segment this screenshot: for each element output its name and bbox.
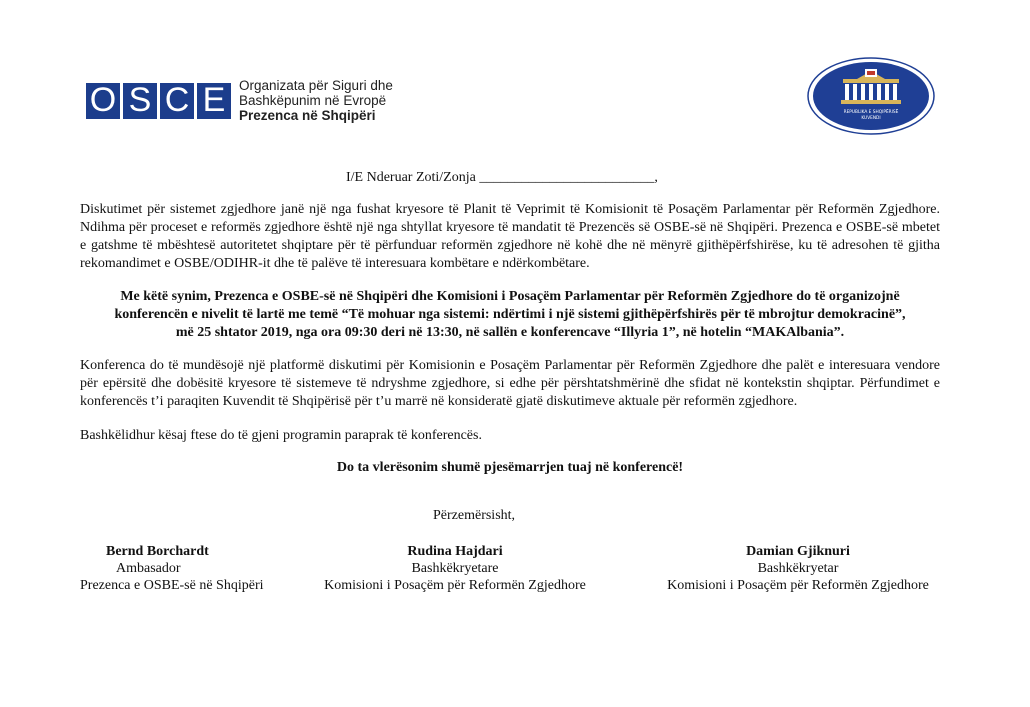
closing: Përzemërsisht, bbox=[433, 508, 516, 523]
signature-name: Bernd Borchardt bbox=[106, 544, 209, 559]
signature-org: Prezenca e OSBE-së në Shqipëri bbox=[80, 578, 264, 593]
osce-letter-e: E bbox=[197, 83, 231, 119]
osce-line-3: Prezenca në Shqipëri bbox=[239, 108, 376, 123]
seal-text-2: KUVENDI bbox=[861, 116, 881, 121]
signature-role: Bashkëkryetar bbox=[757, 561, 839, 576]
osce-line-2: Bashkëpunim në Evropë bbox=[239, 93, 387, 108]
paragraph-attachment: Bashkëlidhur kësaj ftese do të gjeni programin paraprak të konferencës. bbox=[80, 428, 482, 443]
signature-block bbox=[80, 543, 264, 594]
signature-org: Komisioni i Posaçëm për Reformën Zgjedhore bbox=[324, 578, 586, 593]
osce-letter-c: C bbox=[160, 83, 194, 119]
osce-letter-s: S bbox=[123, 83, 157, 119]
paragraph-announcement bbox=[80, 288, 940, 342]
salutation: I/E Nderuar Zoti/Zonja _________________________, bbox=[346, 170, 658, 185]
seal-text-1: REPUBLIKA E SHQIPËRISË bbox=[843, 110, 899, 115]
signature-org: Komisioni i Posaçëm për Reformën Zgjedhore bbox=[667, 578, 929, 593]
osce-letter-o: O bbox=[86, 83, 120, 119]
signature-role: Ambasador bbox=[116, 561, 181, 576]
signature-role: Bashkëkryetare bbox=[411, 561, 499, 576]
parliament-seal-icon bbox=[807, 57, 935, 135]
signature-block bbox=[659, 543, 937, 594]
osce-logo-text bbox=[239, 78, 393, 123]
announcement-line-2: konferencën e nivelit të lartë me temë “Të mohuar nga sistemi: ndërtimi i një sistemi gjithëpërfshirës për të mbrojtur demokracinë”, bbox=[114, 307, 906, 322]
osce-logo bbox=[86, 78, 393, 123]
paragraph-appreciation: Do ta vlerësonim shumë pjesëmarrjen tuaj në konferencë! bbox=[336, 460, 684, 475]
signature-block bbox=[316, 543, 594, 594]
paragraph-platform: Konferenca do të mundësojë një platformë diskutimi për Komisionin e Posaçëm Parlamentar për Reformën Zgjedhore dhe palët e interesuara vendore për epërsitë dhe dobësitë kryesore të sistemeve të ndryshme zgjedhore, si edhe për përshtatshmërinë dhe sfidat në kontekstin shqiptar. Përfundimet e konferencës t’i paraqiten Kuvendit të Shqipërisë për t’u marrë në konsideratë gjatë diskutimeve aktuale për reformën zgjedhore. bbox=[80, 358, 940, 409]
signature-name: Rudina Hajdari bbox=[407, 544, 503, 559]
announcement-line-1: Me këtë synim, Prezenca e OSBE-së në Shqipëri dhe Komisioni i Posaçëm Parlamentar për Reformën Zgjedhore do të organizojnë bbox=[120, 289, 900, 304]
paragraph-intro: Diskutimet për sistemet zgjedhore janë një nga fushat kryesore të Planit të Veprimit të Komisionit të Posaçëm Parlamentar për Reformën Zgjedhore. Ndihma për proceset e reformës zgjedhore është një nga shtyllat kryesore të mandatit të Prezencës së OSBE-së në Shqipëri. Prezenca e OSBE-së mbetet e gatshme të mbështesë autoritetet shqiptare për të përfunduar reformën zgjedhore në kohë dhe në mënyrë gjithëpërfshirëse, ku të adresohen të gjitha rekomandimet e OSBE/ODIHR-it dhe të palëve të interesuara kombëtare e ndërkombëtare. bbox=[80, 202, 940, 271]
signature-name: Damian Gjiknuri bbox=[746, 544, 850, 559]
osce-line-1: Organizata për Siguri dhe bbox=[239, 78, 393, 93]
announcement-line-3: më 25 shtator 2019, nga ora 09:30 deri në 13:30, në sallën e konferencave “Illyria 1”, në hotelin “MAKAlbania”. bbox=[175, 325, 845, 340]
osce-logo-letters bbox=[86, 80, 231, 119]
